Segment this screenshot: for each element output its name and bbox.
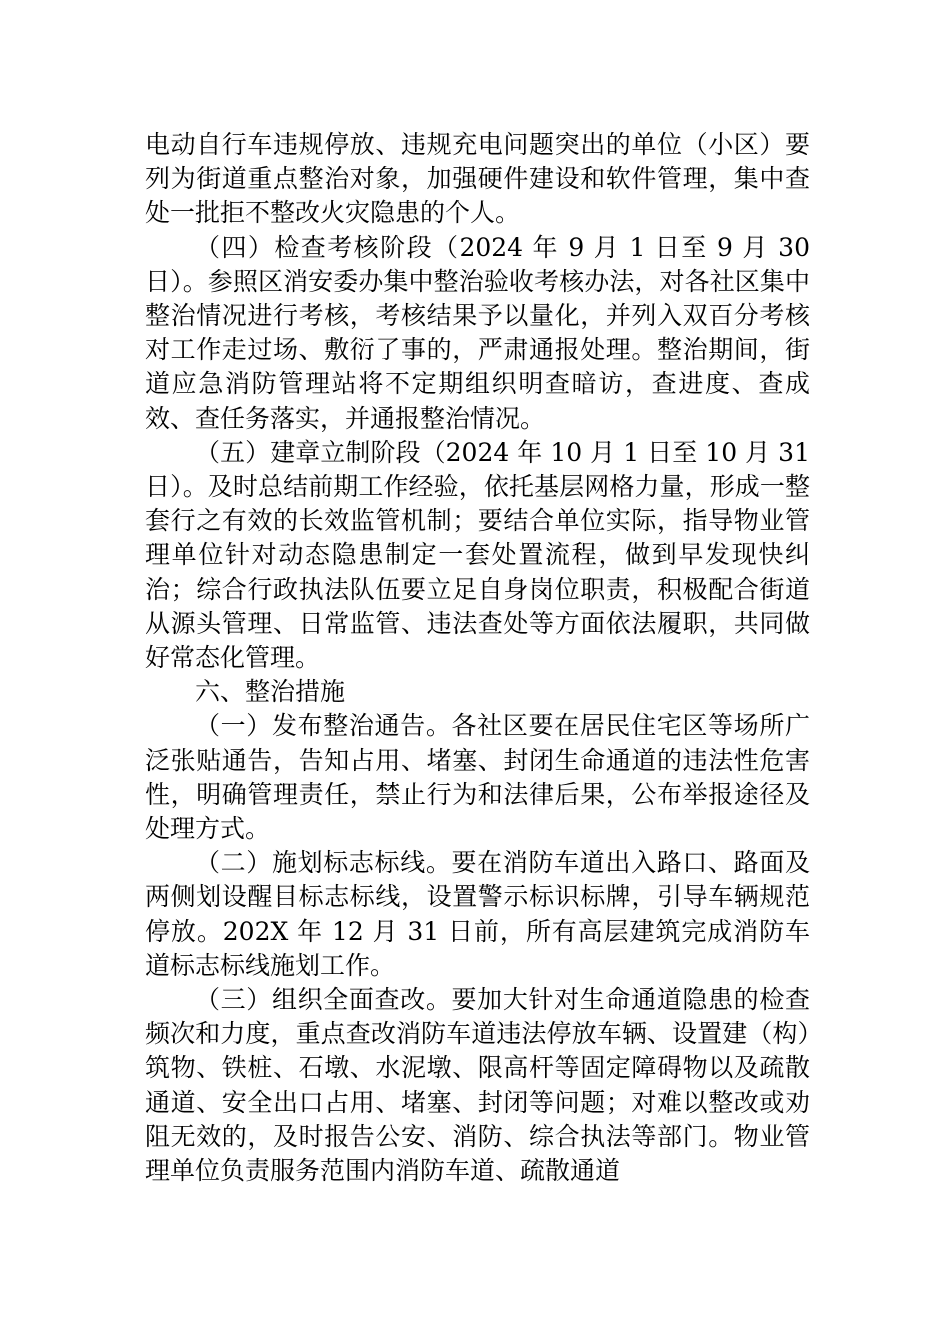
paragraph-measure-notice: （一）发布整治通告。各社区要在居民住宅区等场所广泛张贴通告，告知占用、堵塞、封闭生命通道的违法性危害性，明确管理责任，禁止行为和法律后果，公布举报途径及处理方式。 (145, 711, 810, 844)
paragraph-inspection-stage: （四）检查考核阶段（2024 年 9 月 1 日至 9 月 30 日）。参照区消安委办集中整治验收考核办法，对各社区集中整治情况进行考核，考核结果予以量化，并列入双百分考核对工作走过场、敷衍了事的，严肃通报处理。整治期间，街道应急消防管理站将不定期组织明查暗访，查进度、查成效、查任务落实，并通报整治情况。 (145, 232, 810, 433)
document-body (145, 128, 810, 1188)
paragraph-continuation: 电动自行车违规停放、违规充电问题突出的单位（小区）要列为街道重点整治对象，加强硬件建设和软件管理，集中查处一批拒不整改火灾隐患的个人。 (145, 130, 810, 228)
paragraph-regulation-stage: （五）建章立制阶段（2024 年 10 月 1 日至 10 月 31 日）。及时总结前期工作经验，依托基层网格力量，形成一整套行之有效的长效监管机制；要结合单位实际，指导物业管理单位针对动态隐患制定一套处置流程，做到早发现快纠治；综合行政执法队伍要立足自身岗位职责，积极配合街道从源头管理、日常监管、违法查处等方面依法履职，共同做好常态化管理。 (145, 437, 810, 673)
section-heading-measures: 六、整治措施 (195, 677, 346, 707)
paragraph-measure-markings: （二）施划标志标线。要在消防车道出入路口、路面及两侧划设醒目标志标线，设置警示标识标牌，引导车辆规范停放。202X 年 12 月 31 日前，所有高层建筑完成消防车道标志标线施划工作。 (145, 848, 810, 980)
paragraph-measure-inspection: （三）组织全面查改。要加大针对生命通道隐患的检查频次和力度，重点查改消防车道违法停放车辆、设置建（构）筑物、铁桩、石墩、水泥墩、限高杆等固定障碍物以及疏散通道、安全出口占用、堵塞、封闭等问题；对难以整改或劝阻无效的，及时报告公安、消防、综合执法等部门。物业管理单位负责服务范围内消防车道、疏散通道 (145, 985, 810, 1186)
